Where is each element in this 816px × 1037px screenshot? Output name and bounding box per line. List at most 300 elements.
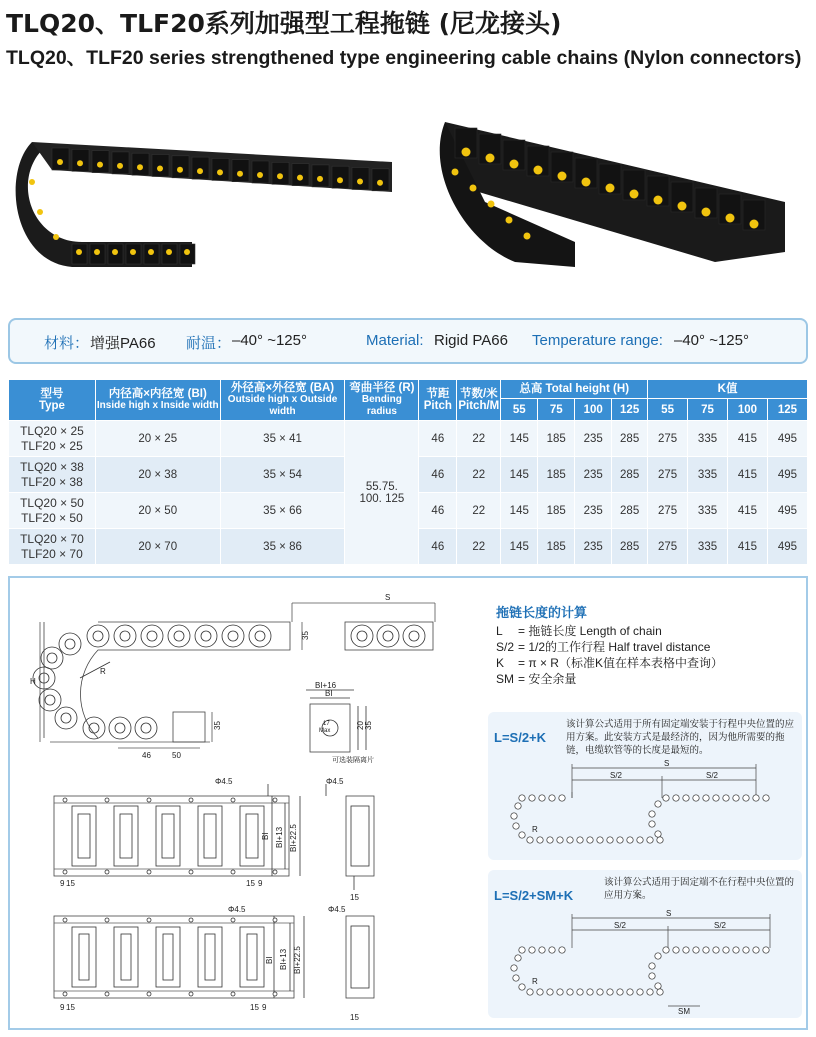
mount-hole (105, 992, 109, 996)
subheader-k-100: 100 (727, 399, 767, 421)
mini-link (703, 947, 709, 953)
cell-k-value: 415 (727, 421, 767, 457)
mount-hole (147, 870, 151, 874)
cell-outer: 35 × 66 (220, 493, 345, 529)
crossbar (72, 927, 96, 987)
yellow-dot (488, 201, 495, 208)
chain-link (232, 160, 249, 182)
temperature-value-en: –40° ~125° (674, 332, 749, 349)
box2-label-r: R (532, 977, 538, 986)
mini-link (649, 963, 655, 969)
mini-link (655, 831, 661, 837)
crossbar (156, 927, 180, 987)
dim-label-phi45-a: Φ4.5 (215, 777, 233, 786)
yellow-dot (177, 167, 183, 173)
cell-k-value: 495 (767, 529, 807, 565)
subheader-h-55: 55 (501, 399, 538, 421)
dim-label-9-a: 9 (60, 879, 65, 888)
mini-link (557, 837, 563, 843)
crossbar (114, 927, 138, 987)
cell-total-height: 145 (501, 529, 538, 565)
yellow-dot (112, 249, 118, 255)
chain-link (132, 153, 149, 175)
product-photo-chain-1 (12, 92, 412, 317)
header-total-height: 总高 Total height (H) (501, 380, 648, 399)
cell-k-value: 335 (688, 529, 728, 565)
material-value-en: Rigid PA66 (434, 332, 508, 349)
subheader-h-100: 100 (575, 399, 612, 421)
subheader-k-75: 75 (688, 399, 728, 421)
yellow-dot (654, 196, 663, 205)
chain-link (172, 156, 189, 178)
chain-link-outline (114, 625, 136, 647)
mount-hole (105, 870, 109, 874)
legend-row-k: K = π × R（标准K值在样本表格中查询） (496, 656, 723, 670)
chain-link-pin (93, 631, 103, 641)
chain-link-outline (59, 633, 81, 655)
yellow-dot (237, 171, 243, 177)
mini-link (753, 795, 759, 801)
dim-label-35-top: 35 (301, 631, 310, 640)
mount-hole (63, 798, 67, 802)
chain-link (272, 162, 289, 184)
cell-bending-radius: 55.75. 100. 125 (345, 421, 419, 565)
crossbar (114, 806, 138, 866)
cell-outer: 35 × 86 (220, 529, 345, 565)
mini-link (683, 947, 689, 953)
mini-link (513, 823, 519, 829)
yellow-dot (678, 202, 687, 211)
mount-hole (231, 918, 235, 922)
mini-link (683, 795, 689, 801)
chain-link (292, 164, 309, 186)
dim-label-50: 50 (172, 751, 181, 760)
chain-link-pin (174, 631, 184, 641)
formula-eq-offset: L=S/2+SM+K (494, 888, 574, 903)
mount-hole (105, 798, 109, 802)
yellow-dot (510, 160, 519, 169)
mini-link (515, 955, 521, 961)
chain-link-pin (147, 631, 157, 641)
mini-link (649, 811, 655, 817)
crossbar (198, 927, 222, 987)
cell-total-height: 285 (612, 493, 648, 529)
chain-link-outline (141, 625, 163, 647)
mini-link (597, 989, 603, 995)
mount-hole (273, 918, 277, 922)
chain-link (72, 149, 89, 171)
chain-link-outline (195, 625, 217, 647)
spec-table (8, 379, 808, 565)
mini-link (617, 837, 623, 843)
yellow-dot (337, 177, 343, 183)
dim-label-9-b: 9 (258, 879, 263, 888)
mount-hole (231, 798, 235, 802)
chain-link (332, 166, 349, 188)
legend-row-sm: SM = 安全余量 (496, 672, 577, 686)
temperature-label-cn: 耐温： (186, 335, 232, 352)
cell-inner: 20 × 25 (95, 421, 220, 457)
mount-hole (231, 992, 235, 996)
yellow-dot (506, 217, 513, 224)
mini-link (663, 947, 669, 953)
cell-inner: 20 × 70 (95, 529, 220, 565)
mini-link (519, 832, 525, 838)
chain-link-pin (255, 631, 265, 641)
chain-link (52, 148, 69, 170)
cell-total-height: 145 (501, 493, 538, 529)
cell-total-height: 185 (538, 493, 575, 529)
header-inner: 内径高×内径宽 (BI) Inside high x Inside width (95, 380, 220, 421)
mini-link (577, 989, 583, 995)
box1-label-r: R (532, 825, 538, 834)
cell-k-value: 275 (648, 529, 688, 565)
mini-link (673, 795, 679, 801)
mount-hole (189, 870, 193, 874)
yellow-dot (37, 209, 43, 215)
mini-link (513, 975, 519, 981)
cell-type: TLQ20 × 50 TLF20 × 50 (9, 493, 96, 529)
chain-link-outline (55, 707, 77, 729)
mini-link (763, 795, 769, 801)
chain-link-pin (47, 653, 57, 663)
mini-link (703, 795, 709, 801)
yellow-dot (148, 249, 154, 255)
cell-outer: 35 × 54 (220, 457, 345, 493)
dim-label-15-c: 15 (350, 893, 359, 902)
dim-label-35-section: 35 (364, 721, 373, 730)
mini-link (529, 947, 535, 953)
chain-link-outline (222, 625, 244, 647)
mini-link (527, 989, 533, 995)
chain-link-outline (351, 625, 373, 647)
chain-link-outline (377, 625, 399, 647)
header-type: 型号 Type (9, 380, 96, 421)
dim-label-bi: BI (325, 689, 333, 698)
mini-link (519, 947, 525, 953)
mini-link (723, 795, 729, 801)
dim-label-bi225-a: BI+22.5 (289, 824, 298, 852)
cell-k-value: 335 (688, 457, 728, 493)
cell-pitch-per-m: 22 (457, 529, 501, 565)
yellow-dot (77, 160, 83, 166)
yellow-dot (157, 166, 163, 172)
cell-k-value: 335 (688, 421, 728, 457)
mini-link (515, 803, 521, 809)
mini-link (723, 947, 729, 953)
chain-link-outline (109, 717, 131, 739)
yellow-dot (184, 249, 190, 255)
cell-type: TLQ20 × 25 TLF20 × 25 (9, 421, 96, 457)
mini-link (763, 947, 769, 953)
chain-link (192, 157, 209, 179)
cell-k-value: 275 (648, 493, 688, 529)
material-value-cn: 增强PA66 (90, 335, 156, 352)
dim-label-bi225-b: BI+22.5 (293, 946, 302, 974)
chain-link-outline (83, 717, 105, 739)
mount-hole (189, 798, 193, 802)
chain-link-outline (135, 717, 157, 739)
mount-hole (147, 918, 151, 922)
cell-pitch-per-m: 22 (457, 493, 501, 529)
box2-label-sm: SM (678, 1007, 690, 1016)
crossbar (351, 926, 369, 988)
dim-label-s: S (385, 593, 391, 602)
mini-link (549, 947, 555, 953)
cell-inner: 20 × 38 (95, 457, 220, 493)
mount-hole (231, 870, 235, 874)
page-title-en: TLQ20、TLF20 series strengthened type engineering cable chains (Nylon connectors) (6, 47, 802, 69)
chain-link-pin (120, 631, 130, 641)
mini-link (693, 795, 699, 801)
mini-link (647, 837, 653, 843)
mini-link (607, 837, 613, 843)
mini-link (693, 947, 699, 953)
cell-k-value: 335 (688, 493, 728, 529)
dim-label-h: H (30, 677, 36, 686)
mini-link (527, 837, 533, 843)
mini-link (607, 989, 613, 995)
dim-label-phi45-c: Φ4.5 (228, 905, 246, 914)
yellow-dot (534, 166, 543, 175)
mini-link (655, 953, 661, 959)
mini-link (559, 795, 565, 801)
yellow-dot (130, 249, 136, 255)
cell-total-height: 285 (612, 457, 648, 493)
cell-k-value: 415 (727, 493, 767, 529)
mini-link (637, 989, 643, 995)
header-outer: 外径高×外径宽 (BA) Outside high x Outside width (220, 380, 345, 421)
mini-link (511, 965, 517, 971)
mini-link (673, 947, 679, 953)
mount-hole (63, 992, 67, 996)
mini-link (617, 989, 623, 995)
mini-link (587, 989, 593, 995)
mini-link (627, 837, 633, 843)
cell-pitch-per-m: 22 (457, 421, 501, 457)
yellow-dot (452, 169, 459, 176)
mini-link (519, 795, 525, 801)
mini-link (547, 989, 553, 995)
page-title-cn: TLQ20、TLF20系列加强型工程拖链 (尼龙接头) (6, 9, 562, 38)
subheader-h-75: 75 (538, 399, 575, 421)
material-label-en: Material: (366, 332, 424, 349)
yellow-dot (137, 164, 143, 170)
formula-title: 拖链长度的计算 (496, 605, 588, 620)
cell-total-height: 145 (501, 457, 538, 493)
chain-link (92, 151, 109, 173)
cell-k-value: 275 (648, 421, 688, 457)
cell-type: TLQ20 × 38 TLF20 × 38 (9, 457, 96, 493)
mini-link (649, 973, 655, 979)
mini-link (627, 989, 633, 995)
chain-link (212, 158, 229, 180)
chain-link-pin (357, 631, 367, 641)
mini-link (657, 837, 663, 843)
mini-link (587, 837, 593, 843)
cell-type: TLQ20 × 70 TLF20 × 70 (9, 529, 96, 565)
yellow-dot (97, 162, 103, 168)
dim-label-17: 17 (323, 721, 330, 727)
mount-hole (147, 798, 151, 802)
dim-label-35-bottom: 35 (213, 721, 222, 730)
mini-link (733, 947, 739, 953)
yellow-dot (197, 168, 203, 174)
cell-k-value: 275 (648, 457, 688, 493)
box2-label-s2-b: S/2 (714, 921, 727, 930)
chain-link-outline (249, 625, 271, 647)
chain-link-pin (115, 723, 125, 733)
dim-label-bi-a: BI (261, 832, 270, 840)
chain-link (312, 165, 329, 187)
material-label-cn: 材料： (44, 335, 90, 352)
dim-label-phi45-b: Φ4.5 (326, 777, 344, 786)
mount-hole (273, 870, 277, 874)
yellow-dot (486, 154, 495, 163)
mini-link (557, 989, 563, 995)
mini-link (539, 795, 545, 801)
product-photo-chain-2 (425, 92, 805, 317)
dim-label-15-b: 15 (246, 879, 255, 888)
subheader-k-55: 55 (648, 399, 688, 421)
yellow-dot (29, 179, 35, 185)
header-radius: 弯曲半径 (R) Bending radius (345, 380, 419, 421)
chain-link-outline (39, 689, 61, 711)
mini-link (597, 837, 603, 843)
chain-link-outline (403, 625, 425, 647)
formula-box-center (488, 712, 802, 860)
cell-pitch: 46 (419, 529, 457, 565)
subheader-h-125: 125 (612, 399, 648, 421)
dim-label-bi13-a: BI+13 (275, 826, 284, 848)
cell-total-height: 185 (538, 457, 575, 493)
crossbar (156, 806, 180, 866)
mount-hole (273, 992, 277, 996)
yellow-dot (277, 173, 283, 179)
header-pitch: 节距 Pitch (419, 380, 457, 421)
dim-label-bi13-b: BI+13 (279, 948, 288, 970)
yellow-dot (750, 220, 759, 229)
cell-pitch: 46 (419, 421, 457, 457)
chain-link-pin (65, 639, 75, 649)
header-k-value: K值 (648, 380, 808, 399)
mini-link (743, 947, 749, 953)
mount-hole (273, 798, 277, 802)
mount-hole (189, 992, 193, 996)
cell-k-value: 495 (767, 421, 807, 457)
yellow-dot (558, 172, 567, 181)
yellow-dot (94, 249, 100, 255)
mount-hole (189, 918, 193, 922)
cell-k-value: 415 (727, 457, 767, 493)
cell-total-height: 235 (575, 457, 612, 493)
table-row (9, 421, 808, 457)
mini-link (529, 795, 535, 801)
dim-label-15-f: 15 (350, 1013, 359, 1022)
box1-label-s: S (664, 759, 670, 768)
cell-total-height: 145 (501, 421, 538, 457)
cell-k-value: 415 (727, 529, 767, 565)
formula-legend (496, 622, 723, 686)
chain-link (352, 168, 369, 190)
dim-label-15-a: 15 (66, 879, 75, 888)
temperature-value-cn: –40° ~125° (232, 332, 307, 349)
yellow-dot (377, 180, 383, 186)
yellow-dot (257, 172, 263, 178)
yellow-dot (702, 208, 711, 217)
crossbar (198, 806, 222, 866)
mini-link (647, 989, 653, 995)
yellow-dot (117, 163, 123, 169)
chain-link (252, 161, 269, 183)
material-info-bar (8, 318, 808, 364)
chain-link-pin (61, 713, 71, 723)
yellow-dot (630, 190, 639, 199)
chain-link-pin (383, 631, 393, 641)
dim-label-20: 20 (356, 721, 365, 730)
yellow-dot (462, 148, 471, 157)
cell-total-height: 285 (612, 421, 648, 457)
mini-link (713, 795, 719, 801)
chain-link-outline (168, 625, 190, 647)
mini-link (649, 821, 655, 827)
chain-link-pin (45, 695, 55, 705)
yellow-dot (726, 214, 735, 223)
cell-k-value: 495 (767, 457, 807, 493)
yellow-dot (57, 159, 63, 165)
mini-link (637, 837, 643, 843)
yellow-dot (166, 249, 172, 255)
formula-eq-center: L=S/2+K (494, 730, 547, 745)
mini-link (753, 947, 759, 953)
box1-label-s2-b: S/2 (706, 771, 719, 780)
cell-total-height: 185 (538, 529, 575, 565)
cell-inner: 20 × 50 (95, 493, 220, 529)
dimension-diagram-panel (8, 576, 808, 1030)
legend-row-s2: S/2 = 1/2的工作行程 Half travel distance (496, 640, 711, 654)
chain-link-pin (141, 723, 151, 733)
mini-link (567, 837, 573, 843)
dim-label-15-e: 15 (250, 1003, 259, 1012)
yellow-dot (317, 176, 323, 182)
subheader-k-125: 125 (767, 399, 807, 421)
chain-link (372, 169, 389, 191)
dim-label-9-c: 9 (60, 1003, 65, 1012)
crossbar (72, 806, 96, 866)
mini-link (743, 795, 749, 801)
chain-link (112, 152, 129, 174)
mini-link (511, 813, 517, 819)
header-pitch-per-m: 节数/米 Pitch/M (457, 380, 501, 421)
mini-link (655, 801, 661, 807)
dim-label-46: 46 (142, 751, 151, 760)
cell-pitch: 46 (419, 493, 457, 529)
cell-pitch-per-m: 22 (457, 457, 501, 493)
cell-total-height: 235 (575, 493, 612, 529)
dim-label-bi16: BI+16 (315, 681, 337, 690)
yellow-dot (297, 175, 303, 181)
yellow-dot (470, 185, 477, 192)
chain-link (152, 155, 169, 177)
mini-link (657, 989, 663, 995)
box2-label-s2-a: S/2 (614, 921, 627, 930)
temperature-label-en: Temperature range: (532, 332, 663, 349)
yellow-dot (524, 233, 531, 240)
box1-label-s2-a: S/2 (610, 771, 623, 780)
dim-label-r: R (100, 667, 106, 676)
chain-link-pin (201, 631, 211, 641)
mount-hole (147, 992, 151, 996)
